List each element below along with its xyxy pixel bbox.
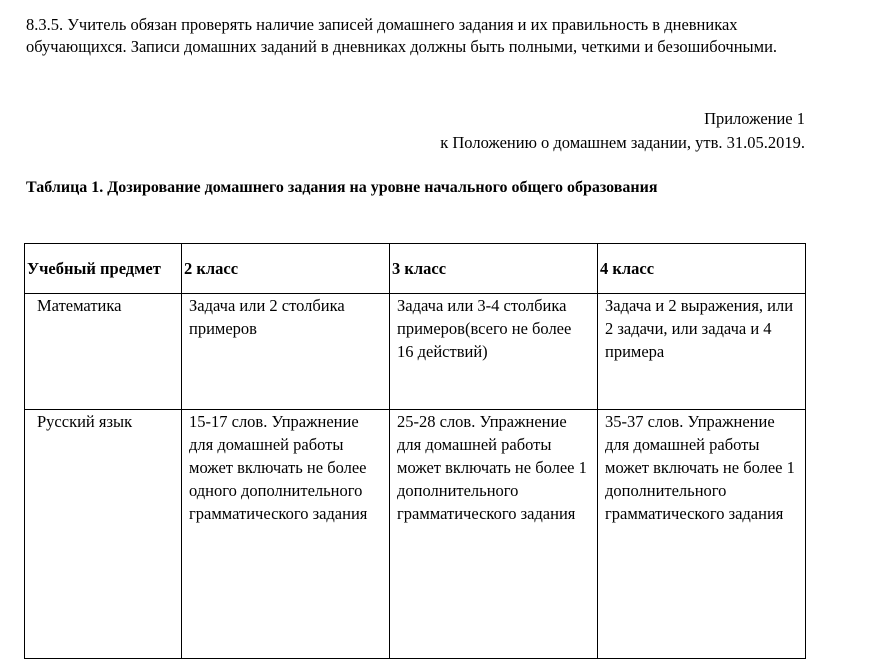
cell-subject: Русский язык [25,410,182,659]
table-title: Таблица 1. Дозирование домашнего задания на уровне начального общего образования [26,179,658,196]
table-row [25,294,806,410]
appendix-note [300,107,805,155]
cell-grade-3: 25-28 слов. Упражнение для домашней работы может включать не более 1 дополнительного грамматического задания [390,410,598,659]
appendix-line-2: к Положению о домашнем задании, утв. 31.05.2019. [440,133,805,152]
cell-grade-4: 35-37 слов. Упражнение для домашней работы может включать не более 1 дополнительного грамматического задания [598,410,806,659]
header-grade-2: 2 класс [182,244,390,294]
cell-grade-4: Задача и 2 выражения, или 2 задачи, или задача и 4 примера [598,294,806,410]
appendix-line-1: Приложение 1 [704,109,805,128]
paragraph-8-3-5: 8.3.5. Учитель обязан проверять наличие записей домашнего задания и их правильность в дневниках обучающихся. Записи домашних заданий в дневниках должны быть полными, четкими и безошибочными. [26,15,778,56]
header-subject: Учебный предмет [25,244,182,294]
header-grade-3: 3 класс [390,244,598,294]
cell-grade-2: Задача или 2 столбика примеров [182,294,390,410]
cell-subject: Математика [25,294,182,410]
table-header-row [25,244,806,294]
cell-grade-2: 15-17 слов. Упражнение для домашней работы может включать не более одного дополнительного грамматического задания [182,410,390,659]
homework-dosage-table [24,243,806,659]
table-row [25,410,806,659]
cell-grade-3: Задача или 3-4 столбика примеров(всего не более 16 действий) [390,294,598,410]
header-grade-4: 4 класс [598,244,806,294]
